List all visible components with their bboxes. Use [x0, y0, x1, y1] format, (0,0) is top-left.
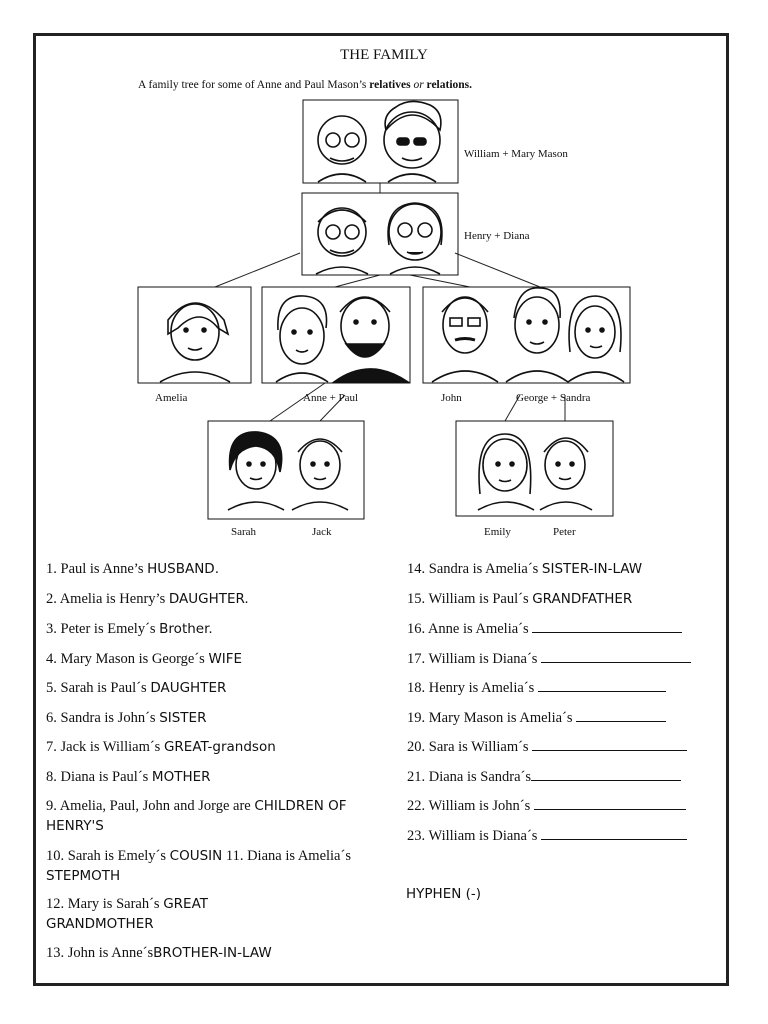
answer-blank[interactable]: [538, 679, 666, 692]
label-grandparents: William + Mary Mason: [464, 148, 568, 160]
label-john: John: [441, 392, 462, 404]
question-text: 4. Mary Mason is George´s: [46, 651, 209, 667]
question-12: [46, 894, 266, 934]
question-17: [407, 649, 691, 669]
answer-text: CHILDREN OF HENRY'S: [46, 798, 347, 834]
subtitle-or: or: [410, 79, 427, 91]
question-19: [407, 708, 666, 728]
subtitle-text: A family tree for some of Anne and Paul Mason’s: [138, 79, 370, 91]
answer-text: COUSIN: [169, 848, 223, 864]
answer-blank[interactable]: [534, 797, 686, 810]
answer-blank[interactable]: [532, 738, 687, 751]
question-2: [46, 589, 249, 609]
sarah-jack-portrait: [208, 421, 364, 519]
question-text: 6. Sandra is John´s: [46, 710, 160, 726]
question-text: 13. John is Anne´s: [46, 945, 154, 961]
label-parents: Henry + Diana: [464, 230, 530, 242]
answer-blank[interactable]: [532, 620, 682, 633]
question-text: 9. Amelia, Paul, John and Jorge are: [46, 798, 255, 814]
answer-text: GREAT-grandson: [163, 739, 276, 755]
question-text: 23. William is Diana´s: [407, 828, 542, 844]
question-9: [46, 796, 376, 836]
question-23: [407, 826, 687, 846]
question-21: [407, 767, 681, 787]
question-text: 8. Diana is Paul´s: [46, 769, 152, 785]
answer-text: Brother.: [159, 621, 213, 637]
answer-text: WIFE: [208, 651, 243, 667]
question-text: 5. Sarah is Paul´s: [46, 680, 151, 696]
answer-text: DAUGHTER: [150, 680, 227, 696]
question-18: [407, 678, 666, 698]
label-sarah: Sarah: [231, 526, 257, 538]
question-1: [46, 559, 219, 579]
answer-text: SISTER-IN-LAW: [541, 561, 643, 577]
question-text: 16. Anne is Amelia´s: [407, 621, 533, 637]
emily-peter-portrait: [456, 421, 613, 516]
question-text: 15. William is Paul´s: [407, 591, 533, 607]
answer-text: HUSBAND.: [147, 561, 219, 577]
answer-text: SISTER: [159, 710, 207, 726]
subtitle-bold-relatives: relatives: [369, 79, 411, 91]
question-text: 22. William is John´s: [407, 798, 534, 814]
page-title: THE FAMILY: [340, 47, 428, 63]
question-22: [407, 796, 686, 816]
john-george-sandra-portrait: [423, 287, 630, 383]
grandparents-portrait: [303, 100, 458, 183]
question-5: [46, 678, 226, 698]
question-10-11: [46, 846, 364, 886]
question-6: [46, 708, 206, 728]
parents-portrait: [302, 193, 458, 275]
question-text-11: 11. Diana is Amelia´s: [222, 848, 351, 864]
hyphen-note-text: HYPHEN (-): [406, 886, 482, 902]
question-7: [46, 737, 276, 757]
question-3: [46, 619, 213, 639]
answer-text: MOTHER: [151, 769, 211, 785]
question-text: 12. Mary is Sarah´s: [46, 896, 164, 912]
question-text: 17. William is Diana´s: [407, 651, 542, 667]
question-text: 7. Jack is William´s: [46, 739, 164, 755]
answer-blank[interactable]: [531, 768, 681, 781]
question-text: 18. Henry is Amelia´s: [407, 680, 538, 696]
question-20: [407, 737, 687, 757]
label-george-sandra: George + Sandra: [516, 392, 591, 404]
answer-text: GREAT GRANDMOTHER: [46, 896, 209, 932]
label-emily: Emily: [484, 526, 511, 538]
label-peter: Peter: [553, 526, 576, 538]
question-4: [46, 649, 242, 669]
question-text: 21. Diana is Sandra´s: [407, 769, 532, 785]
question-text: 10. Sarah is Emely´s: [46, 848, 170, 864]
question-16: [407, 619, 682, 639]
answer-blank[interactable]: [576, 709, 666, 722]
question-14: [407, 559, 642, 579]
answer-text: GRANDFATHER: [532, 591, 633, 607]
question-text: 2. Amelia is Henry’s: [46, 591, 169, 607]
label-anne-paul: Anne + Paul: [303, 392, 359, 404]
question-15: [407, 589, 632, 609]
answer-text-11: STEPMOTH: [46, 868, 121, 884]
question-text: 3. Peter is Emely´s: [46, 621, 160, 637]
answer-blank[interactable]: [541, 827, 687, 840]
label-jack: Jack: [312, 526, 332, 538]
question-text: 20. Sara is William´s: [407, 739, 533, 755]
answer-blank[interactable]: [541, 650, 691, 663]
amelia-portrait: [138, 287, 251, 383]
question-text: 19. Mary Mason is Amelia´s: [407, 710, 577, 726]
answer-text: DAUGHTER.: [168, 591, 249, 607]
answer-text: BROTHER-IN-LAW: [153, 945, 272, 961]
question-13: [46, 943, 272, 963]
anne-paul-portrait: [262, 287, 410, 383]
hyphen-note: [406, 886, 481, 903]
subtitle-bold-relations: relations.: [426, 79, 473, 91]
question-8: [46, 767, 211, 787]
question-text: 1. Paul is Anne’s: [46, 561, 148, 577]
label-amelia: Amelia: [155, 392, 188, 404]
question-text: 14. Sandra is Amelia´s: [407, 561, 542, 577]
